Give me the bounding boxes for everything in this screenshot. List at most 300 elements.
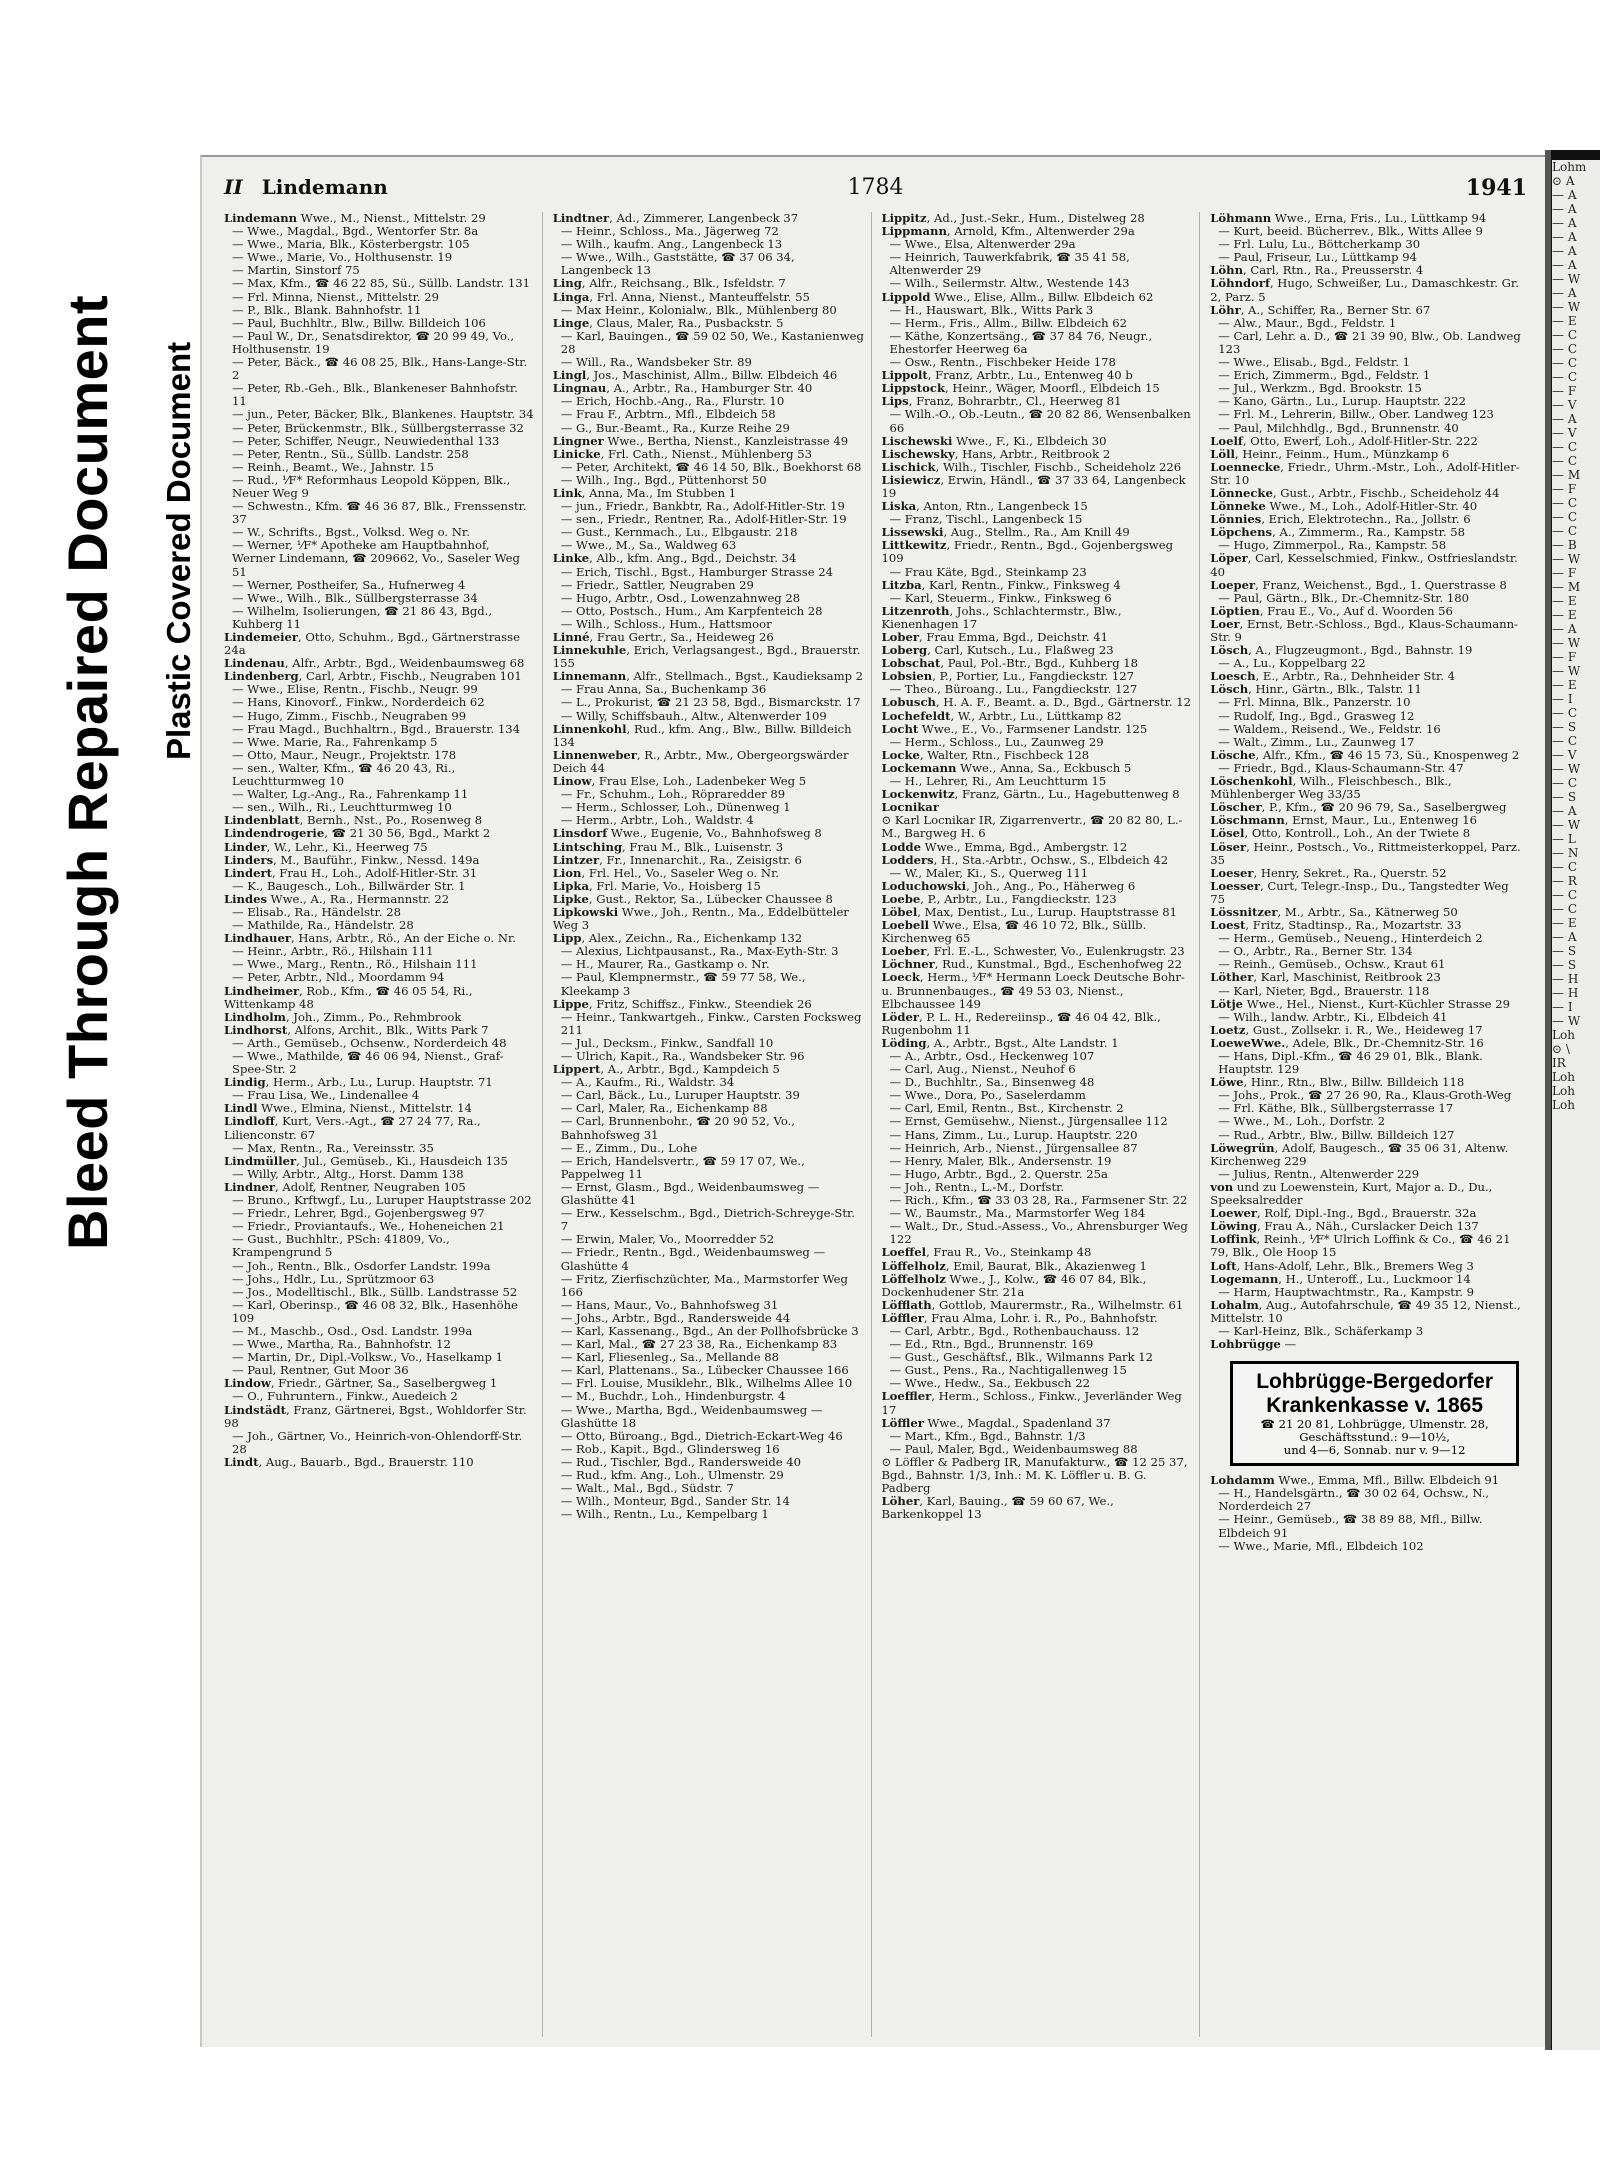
- directory-entry: — W., Schrifts., Bgst., Volksd. Weg o. Nr.: [232, 525, 470, 540]
- directory-entry: — Walt., Zimm., Lu., Zaunweg 17: [1218, 734, 1415, 749]
- directory-entry: — Erich, Handelsvertr., ☎ 59 17 07, We., Pappelweg 11: [560, 1153, 805, 1181]
- directory-entry: Lippold Wwe., Elise, Allm., Billw. Elbdeich 62: [881, 289, 1154, 304]
- directory-entry: Loberg, Carl, Kutsch., Lu., Flaßweg 23: [881, 643, 1114, 658]
- next-page-fragment: — S: [1552, 790, 1577, 804]
- next-page-fragment: — S: [1552, 958, 1577, 972]
- directory-entry: Loeser, Henry, Sekret., Ra., Querstr. 52: [1210, 865, 1447, 880]
- directory-entry: Lipke, Gust., Rektor, Sa., Lübecker Chaussee 8: [552, 891, 833, 906]
- directory-entry: — Wwe., M., Sa., Waldweg 63: [560, 538, 737, 553]
- directory-entry: — Wilh., kaufm. Ang., Langenbeck 13: [560, 237, 783, 252]
- directory-entry: Lippolt, Franz, Arbtr., Lu., Entenweg 40 b: [881, 368, 1133, 383]
- directory-entry: Löschenkohl, Wilh., Fleischbesch., Blk., Mühlenberger Weg 33/35: [1210, 774, 1452, 802]
- directory-entry: Löhmann Wwe., Erna, Fris., Lu., Lüttkamp 94: [1210, 212, 1487, 225]
- directory-entry: Löptien, Frau E., Vo., Auf d. Woorden 56: [1210, 603, 1453, 618]
- directory-entry: Loduchowski, Joh., Ang., Po., Häherweg 6: [881, 878, 1136, 893]
- next-page-fragment: — C: [1552, 776, 1577, 790]
- directory-entry: — sen., Friedr., Rentner, Ra., Adolf-Hitler-Str. 19: [560, 512, 847, 527]
- directory-entry: Linnenweber, R., Arbtr., Mw., Obergeorgswärder Deich 44: [552, 747, 849, 775]
- directory-entry: Loebell Wwe., Elsa, ☎ 46 10 72, Blk., Süllb. Kirchenweg 65: [881, 918, 1147, 946]
- directory-entry: — Erw., Kesselschm., Bgd., Dietrich-Schreyge-Str. 7: [560, 1206, 855, 1234]
- directory-entry: — Rud., Tischler, Bgd., Randersweide 40: [560, 1454, 802, 1469]
- directory-entry: — Alw., Maur., Bgd., Feldstr. 1: [1218, 315, 1397, 330]
- directory-entry: Lindmüller, Jul., Gemüseb., Ki., Hausdeich 135: [224, 1153, 508, 1168]
- directory-entry: — Karl, Mal., ☎ 27 23 38, Ra., Eichenkamp 83: [560, 1337, 838, 1352]
- directory-entry: Lisiewicz, Erwin, Händl., ☎ 37 33 64, Langenbeck 19: [881, 472, 1186, 500]
- directory-entry: Loeffler, Herm., Schloss., Finkw., Jeverländer Weg 17: [881, 1389, 1182, 1417]
- directory-entry: — A., Kaufm., Ri., Waldstr. 34: [560, 1075, 735, 1090]
- directory-entry: Lindloff, Kurt, Vers.-Agt., ☎ 27 24 77, Ra., Lilienconstr. 67: [224, 1114, 481, 1142]
- directory-entry: — Max Heinr., Kolonialw., Blk., Mühlenberg 80: [560, 302, 837, 317]
- adjacent-page-fragment: [1552, 160, 1600, 2050]
- directory-entry: Löschmann, Ernst, Maur., Lu., Entenweg 16: [1210, 813, 1477, 828]
- directory-entry: — Theo., Büroang., Lu., Fangdieckstr. 127: [889, 682, 1138, 697]
- directory-entry: — Gust., Geschäftsf., Blk., Wilmanns Park 12: [889, 1350, 1154, 1365]
- directory-entry: Loesch, E., Arbtr., Ra., Dehnheider Str. 4: [1210, 669, 1455, 684]
- directory-entry: — Otto, Maur., Neugr., Projektstr. 178: [232, 747, 457, 762]
- directory-entry: — Herm., Schloss., Lu., Zaunweg 29: [889, 734, 1104, 749]
- directory-entry: Loft, Hans-Adolf, Lehr., Blk., Bremers Weg 3: [1210, 1258, 1474, 1273]
- directory-entry: — Wwe., Wilh., Blk., Süllbergsterrasse 34: [232, 590, 478, 605]
- directory-entry: — Wwe., Magdal., Bgd., Wentorfer Str. 8a: [232, 224, 479, 239]
- directory-entry: — Wilh.-O., Ob.-Leutn., ☎ 20 82 86, Wensenbalken 66: [889, 407, 1191, 435]
- next-page-fragment: — C: [1552, 734, 1577, 748]
- directory-entry: — Joh., Rentn., Blk., Osdorfer Landstr. 199a: [232, 1258, 491, 1273]
- listing-columns: [224, 212, 1529, 2037]
- directory-entry: — Rud., kfm. Ang., Loh., Ulmenstr. 29: [560, 1468, 784, 1482]
- directory-entry: — Friedr., Rentn., Bgd., Weidenbaumsweg — Glashütte 4: [560, 1245, 826, 1273]
- directory-entry: — Jul., Werkzm., Bgd. Brookstr. 15: [1218, 381, 1422, 396]
- directory-entry: Lohbrügge —: [1210, 1337, 1297, 1352]
- next-page-fragment: — M: [1552, 468, 1581, 482]
- next-page-fragment: — C: [1552, 496, 1577, 510]
- next-page-fragment: — C: [1552, 342, 1577, 356]
- next-page-fragment: — C: [1552, 328, 1577, 342]
- directory-entry: — Frau Anna, Sa., Buchenkamp 36: [560, 682, 767, 697]
- directory-entry: Lindow, Friedr., Gärtner, Sa., Saselbergweg 1: [224, 1376, 498, 1391]
- directory-entry: — Rud., ⅟F* Reformhaus Leopold Köppen, Blk., Neuer Weg 9: [232, 472, 511, 500]
- directory-entry: — Schwestn., Kfm. ☎ 46 36 87, Blk., Frenssenstr. 37: [232, 499, 527, 527]
- next-page-fragment: — I: [1552, 1000, 1573, 1014]
- page-header: [224, 175, 1527, 205]
- next-page-fragment: — C: [1552, 370, 1577, 384]
- next-page-fragment: — A: [1552, 202, 1577, 216]
- directory-entry: Linicke, Frl. Cath., Nienst., Mühlenberg 53: [552, 446, 812, 461]
- directory-entry: — Otto, Postsch., Hum., Am Karpfenteich 28: [560, 603, 823, 618]
- directory-entry: — Paul, Buchhltr., Blw., Billw. Billdeich 106: [232, 315, 486, 330]
- next-page-fragment: — F: [1552, 384, 1577, 398]
- directory-entry: Lipka, Frl. Marie, Vo., Hoisberg 15: [552, 878, 761, 893]
- directory-entry: — Wwe., M., Loh., Dorfstr. 2: [1218, 1114, 1386, 1129]
- directory-entry: — Reinh., Beamt., We., Jahnstr. 15: [232, 459, 434, 474]
- directory-entry: — Peter, Architekt, ☎ 46 14 50, Blk., Boekhorst 68: [560, 459, 862, 474]
- next-page-fragment: — W: [1552, 552, 1581, 566]
- directory-entry: — Hugo, Zimmerpol., Ra., Kampstr. 58: [1218, 538, 1447, 553]
- directory-entry: Löffelholz, Emil, Baurat, Blk., Akazienweg 1: [881, 1258, 1147, 1273]
- directory-entry: — L., Prokurist, ☎ 21 23 58, Bgd., Bismarckstr. 17: [560, 695, 861, 710]
- column-4: [1210, 212, 1529, 2037]
- directory-entry: — Waldem., Reisend., We., Feldstr. 16: [1218, 721, 1441, 736]
- directory-entry: — W., Maler, Ki., S., Querweg 111: [889, 865, 1089, 880]
- next-page-fragment: — C: [1552, 888, 1577, 902]
- directory-entry: ⊙ Karl Locnikar IR, Zigarrenvertr., ☎ 20 82 80, L.-M., Bargweg H. 6: [881, 813, 1183, 841]
- directory-entry: Lindendrogerie, ☎ 21 30 56, Bgd., Markt 2: [224, 826, 491, 841]
- next-page-fragment: — L: [1552, 832, 1576, 846]
- directory-entry: Linge, Claus, Maler, Ra., Pusbackstr. 5: [552, 315, 784, 330]
- directory-entry: — Gust., Pens., Ra., Nachtigallenweg 15: [889, 1363, 1127, 1378]
- directory-entry: — Heinr., Tankwartgeh., Finkw., Carsten Focksweg 211: [560, 1009, 862, 1037]
- directory-entry: — Erich, Hochb.-Ang., Ra., Flurstr. 10: [560, 394, 785, 409]
- directory-entry: — Peter, Arbtr., Nld., Moordamm 94: [232, 970, 445, 985]
- directory-entry: Löwe, Hinr., Rtn., Blw., Billw. Billdeich 118: [1210, 1075, 1465, 1090]
- directory-entry: Lockemann Wwe., Anna, Sa., Eckbusch 5: [881, 760, 1132, 775]
- directory-entry: Lobsien, P., Portier, Lu., Fangdieckstr. 127: [881, 669, 1134, 684]
- directory-entry: Löper, Carl, Kesselschmied, Finkw., Ostfrieslandstr. 40: [1210, 551, 1518, 579]
- directory-entry: — Karl, Plattenans., Sa., Lübecker Chaussee 166: [560, 1363, 849, 1378]
- directory-entry: Loest, Fritz, Stadtinsp., Ra., Mozartstr. 33: [1210, 918, 1462, 933]
- directory-entry: Lönnecke, Gust., Arbtr., Fischb., Scheideholz 44: [1210, 485, 1500, 500]
- directory-entry: — sen., Wilh., Ri., Leuchtturmweg 10: [232, 800, 452, 815]
- column-4-entries-after-ad: [1210, 1474, 1523, 1553]
- directory-entry: — Wilhelm, Isolierungen, ☎ 21 86 43, Bgd., Kuhberg 11: [232, 603, 493, 631]
- directory-entry: — Karl, Kassenang., Bgd., An der Pollhofsbrücke 3: [560, 1323, 859, 1338]
- directory-entry: — Karl, Steuerm., Finkw., Finksweg 6: [889, 590, 1112, 605]
- directory-entry: — Heinr., Gemüseb., ☎ 38 89 88, Mfl., Billw. Elbdeich 91: [1218, 1512, 1483, 1540]
- directory-entry: Lippstock, Heinr., Wäger, Moorfl., Elbdeich 15: [881, 381, 1160, 396]
- directory-entry: — Wilh., Seilermstr. Altw., Westende 143: [889, 276, 1130, 291]
- ad-line-1: ☎ 21 20 81, Lohbrügge, Ulmenstr. 28, Geschäftsstund.: 9—10½,: [1260, 1417, 1489, 1445]
- directory-entry: Lippert, A., Arbtr., Bgd., Kampdeich 5: [552, 1062, 780, 1077]
- directory-entry: von und zu Loewenstein, Kurt, Major a. D., Du., Speeksalredder: [1210, 1179, 1493, 1208]
- directory-entry: Lötje Wwe., Hel., Nienst., Kurt-Küchler Strasse 29: [1210, 996, 1510, 1011]
- directory-entry: — Kano, Gärtn., Lu., Lurup. Hauptstr. 222: [1218, 394, 1466, 409]
- directory-entry: — Frl. Louise, Musiklehr., Blk., Wilhelms Allee 10: [560, 1376, 853, 1391]
- next-page-fragment: — R: [1552, 874, 1577, 888]
- next-page-fragment: — V: [1552, 426, 1577, 440]
- stamp-bleed-through: Bleed Through Repaired Document: [56, 294, 119, 1250]
- directory-entry: ⊙ Löffler & Padberg IR, Manufakturw., ☎ 12 25 37, Bgd., Bahnstr. 1/3, Inh.: M. K. Löffler u. B. G. Padberg: [881, 1454, 1188, 1496]
- directory-entry: — Carl, Bäck., Lu., Luruper Hauptstr. 39: [560, 1088, 800, 1103]
- directory-entry: Lockenwitz, Franz, Gärtn., Lu., Hagebuttenweg 8: [881, 787, 1180, 802]
- directory-entry: — Frl. M., Lehrerin, Billw., Ober. Landweg 123: [1218, 407, 1494, 422]
- directory-entry: — Herm., Fris., Allm., Billw. Elbdeich 62: [889, 315, 1128, 330]
- directory-entry: — jun., Peter, Bäcker, Blk., Blankenes. Hauptstr. 34: [232, 407, 534, 422]
- directory-entry: Littkewitz, Friedr., Rentn., Bgd., Gojenbergsweg 109: [881, 538, 1173, 566]
- directory-entry: Lindhauer, Hans, Arbtr., Rö., An der Eiche o. Nr.: [224, 931, 516, 946]
- next-page-fragment: — A: [1552, 622, 1577, 636]
- directory-entry: Linnekuhle, Erich, Verlagsangest., Bgd., Brauerstr. 155: [552, 643, 861, 671]
- directory-entry: Lingner Wwe., Bertha, Nienst., Kanzleistrasse 49: [552, 433, 849, 448]
- next-page-fragment: — E: [1552, 678, 1577, 692]
- next-page-fragment: — W: [1552, 818, 1581, 832]
- next-page-fragment: — F: [1552, 650, 1577, 664]
- next-page-fragment: — C: [1552, 860, 1577, 874]
- directory-entry: Lingl, Jos., Maschinist, Allm., Billw. Elbdeich 46: [552, 368, 838, 383]
- directory-entry: Liska, Anton, Rtn., Langenbeck 15: [881, 499, 1088, 514]
- directory-entry: — Frl. Käthe, Blk., Süllbergsterrasse 17: [1218, 1101, 1454, 1116]
- directory-entry: — Erwin, Maler, Vo., Moorredder 52: [560, 1232, 775, 1247]
- next-page-fragment: — N: [1552, 846, 1579, 860]
- directory-entry: — Peter, Rb.-Geh., Blk., Blankeneser Bahnhofstr. 11: [232, 381, 518, 409]
- directory-entry: — Paul, Milchhdlg., Bgd., Brunnenstr. 40: [1218, 420, 1459, 435]
- next-page-fragment: — C: [1552, 510, 1577, 524]
- directory-entry: — Arth., Gemüseb., Ochsenw., Norderdeich 48: [232, 1035, 507, 1050]
- directory-entry: Lipp, Alex., Zeichn., Ra., Eichenkamp 132: [552, 931, 803, 946]
- next-page-fragment: — W: [1552, 1014, 1581, 1028]
- next-page-fragment: — F: [1552, 566, 1577, 580]
- directory-entry: — Frau Käte, Bgd., Steinkamp 23: [889, 564, 1087, 579]
- directory-entry: — Carl, Brunnenbohr., ☎ 20 90 52, Vo., Bahnhofsweg 31: [560, 1114, 795, 1142]
- directory-entry: — Wilh., Schloss., Hum., Hattsmoor: [560, 616, 772, 631]
- next-page-fragment: ⊙ A: [1552, 174, 1575, 188]
- directory-entry: — Wilh., Monteur, Bgd., Sander Str. 14: [560, 1494, 790, 1509]
- directory-entry: — Peter, Brückenmstr., Blk., Süllbergsterrasse 32: [232, 420, 524, 435]
- directory-entry: — Gust., Kernmach., Lu., Elbgaustr. 218: [560, 525, 798, 540]
- next-page-fragment: — W: [1552, 664, 1581, 678]
- directory-entry: Link, Anna, Ma., Im Stubben 1: [552, 485, 737, 500]
- directory-entry: — Werner, Postheifer, Sa., Hufnerweg 4: [232, 577, 466, 592]
- directory-entry: — Gust., Buchhltr., PSch: 41809, Vo., Krampengrund 5: [232, 1232, 450, 1260]
- archive-stamp: [55, 250, 205, 1250]
- directory-entry: — Wwe., Elise, Rentn., Fischb., Neugr. 99: [232, 682, 478, 697]
- directory-entry: Locht Wwe., E., Vo., Farmsener Landstr. 125: [881, 721, 1148, 736]
- directory-entry: Lindner, Adolf, Rentner, Neugraben 105: [224, 1179, 466, 1194]
- directory-entry: Loeper, Franz, Weichenst., Bgd., 1. Querstrasse 8: [1210, 577, 1507, 592]
- directory-entry: Loebe, P., Arbtr., Lu., Fangdieckstr. 123: [881, 891, 1117, 906]
- directory-entry: — Frau F., Arbtrn., Mfl., Elbdeich 58: [560, 407, 776, 422]
- directory-entry: Lindenau, Alfr., Arbtr., Bgd., Weidenbaumsweg 68: [224, 656, 525, 671]
- directory-entry: Loffink, Reinh., ⅟F* Ulrich Loffink & Co., ☎ 46 21 79, Blk., Ole Hoop 15: [1210, 1232, 1511, 1260]
- next-page-fragment: — W: [1552, 636, 1581, 650]
- directory-entry: Lösche, Alfr., Kfm., ☎ 46 15 73, Sü., Knospenweg 2: [1210, 747, 1520, 762]
- directory-entry: — Rob., Kapit., Bgd., Glindersweg 16: [560, 1441, 780, 1456]
- directory-entry: Lober, Frau Emma, Bgd., Deichstr. 41: [881, 630, 1108, 644]
- directory-entry: — A., Arbtr., Osd., Heckenweg 107: [889, 1049, 1095, 1063]
- directory-entry: Löll, Heinr., Feinm., Hum., Münzkamp 6: [1210, 446, 1450, 461]
- directory-entry: — Karl, Fliesenleg., Sa., Mellande 88: [560, 1350, 780, 1365]
- directory-entry: — Rich., Kfm., ☎ 33 03 28, Ra., Farmsener Str. 22: [889, 1193, 1188, 1208]
- directory-entry: — Wwe., Dora, Po., Saselerdamm: [889, 1088, 1086, 1103]
- directory-entry: Löbel, Max, Dentist., Lu., Lurup. Hauptstrasse 81: [881, 904, 1178, 919]
- section-number: II: [224, 175, 243, 199]
- directory-entry: Loelf, Otto, Ewerf, Loh., Adolf-Hitler-Str. 222: [1210, 433, 1478, 448]
- directory-entry: Locnikar: [881, 800, 939, 815]
- directory-entry: — Wwe., Marie, Mfl., Elbdeich 102: [1218, 1538, 1424, 1553]
- directory-entry: Loeck, Herm., ⅟F* Hermann Loeck Deutsche Bohr- u. Brunnenbauges., ☎ 49 53 03, Nienst., Elbchaussee 149: [881, 970, 1185, 1011]
- directory-entry: Lindtner, Ad., Zimmerer, Langenbeck 37: [552, 212, 799, 225]
- directory-entry: — Friedr., Lehrer, Bgd., Gojenbergsweg 97: [232, 1206, 485, 1221]
- directory-entry: — Walter, Lg.-Ang., Ra., Fahrenkamp 11: [232, 787, 469, 802]
- directory-entry: — O., Arbtr., Ra., Berner Str. 134: [1218, 944, 1413, 959]
- directory-entry: — Frl. Lulu, Lu., Böttcherkamp 30: [1218, 237, 1421, 252]
- directory-entry: Linnenkohl, Rud., kfm. Ang., Blw., Billw. Billdeich 134: [552, 721, 852, 749]
- directory-entry: — D., Buchhltr., Sa., Binsenweg 48: [889, 1075, 1095, 1090]
- directory-entry: — Max, Rentn., Ra., Vereinsstr. 35: [232, 1140, 434, 1155]
- directory-entry: — Reinh., Gemüseb., Ochsw., Kraut 61: [1218, 957, 1446, 972]
- directory-entry: — Heinr., Schloss., Ma., Jägerweg 72: [560, 224, 779, 239]
- ad-title-2: Krankenkasse v. 1865: [1266, 1394, 1484, 1418]
- directory-entry: — Osw., Rentn., Fischbeker Heide 178: [889, 355, 1116, 370]
- directory-entry: Loer, Ernst, Betr.-Schloss., Bgd., Klaus-Schaumann-Str. 9: [1210, 616, 1518, 644]
- directory-entry: Lönnies, Erich, Elektrotechn., Ra., Jollstr. 6: [1210, 512, 1471, 527]
- directory-entry: Lodde Wwe., Emma, Bgd., Ambergstr. 12: [881, 839, 1128, 854]
- directory-entry: Löffelholz Wwe., J., Kolw., ☎ 46 07 84, Blk., Dockenhudener Str. 21a: [881, 1271, 1147, 1299]
- next-page-fragment: — E: [1552, 314, 1577, 328]
- directory-entry: Löder, P. L. H., Redereiinsp., ☎ 46 04 42, Blk., Rugenbohm 11: [881, 1009, 1161, 1037]
- directory-entry: — Hugo, Arbtr., Osd., Lowenzahnweg 28: [560, 590, 801, 605]
- directory-entry: — Käthe, Konzertsäng., ☎ 37 84 76, Neugr., Ehestorfer Heerweg 6a: [889, 328, 1153, 356]
- next-page-fragment: — E: [1552, 594, 1577, 608]
- next-page-fragment: — A: [1552, 216, 1577, 230]
- directory-entry: — Erich, Zimmerm., Bgd., Feldstr. 1: [1218, 368, 1431, 383]
- directory-entry: Lintzer, Fr., Innenarchit., Ra., Zeisigstr. 6: [552, 852, 802, 867]
- directory-entry: — Hans, Kinovorf., Finkw., Norderdeich 62: [232, 695, 485, 710]
- page-number: 1784: [847, 175, 904, 200]
- directory-entry: — Wwe. Marie, Ra., Fahrenkamp 5: [232, 734, 438, 749]
- directory-entry: Locke, Walter, Rtn., Fischbeck 128: [881, 747, 1090, 762]
- directory-entry: — Martin, Sinstorf 75: [232, 263, 360, 278]
- directory-entry: — Mathilde, Ra., Händelstr. 28: [232, 918, 414, 933]
- directory-entry: — Wilh., landw. Arbtr., Ki., Elbdeich 41: [1218, 1009, 1448, 1024]
- next-page-fragment: — A: [1552, 258, 1577, 272]
- directory-entry: Löscher, P., Kfm., ☎ 20 96 79, Sa., Saselbergweg: [1210, 800, 1507, 815]
- directory-entry: Linder, W., Lehr., Ki., Heerweg 75: [224, 839, 428, 854]
- directory-entry: — G., Bur.-Beamt., Ra., Kurze Reihe 29: [560, 420, 790, 435]
- directory-entry: Lösel, Otto, Kontroll., Loh., An der Twiete 8: [1210, 826, 1471, 841]
- next-page-fragment: — C: [1552, 524, 1577, 538]
- directory-entry: — Franz, Tischl., Langenbeck 15: [889, 512, 1083, 527]
- directory-entry: — Wwe., Martha, Bgd., Weidenbaumsweg — Glashütte 18: [560, 1402, 823, 1430]
- directory-entry: Loennecke, Friedr., Uhrm.-Mstr., Loh., Adolf-Hitler-Str. 10: [1210, 459, 1520, 487]
- directory-entry: — Karl-Heinz, Blk., Schäferkamp 3: [1218, 1323, 1424, 1338]
- directory-entry: — H., Handelsgärtn., ☎ 30 02 64, Ochsw., N., Norderdeich 27: [1218, 1486, 1490, 1514]
- directory-entry: — Paul, Rentner, Gut Moor 36: [232, 1363, 409, 1378]
- directory-entry: Lippmann, Arnold, Kfm., Altenwerder 29a: [881, 224, 1135, 239]
- directory-page: [200, 155, 1547, 2047]
- directory-entry: LoeweWwe., Adele, Blk., Dr.-Chemnitz-Str. 16: [1210, 1035, 1484, 1050]
- directory-entry: — Werner, ⅟F* Apotheke am Hauptbahnhof, Werner Lindemann, ☎ 209662, Vo., Saseler Weg 51: [232, 538, 520, 579]
- directory-entry: Lips, Franz, Bohrarbtr., Cl., Heerweg 81: [881, 394, 1122, 409]
- directory-entry: Lobusch, H. A. F., Beamt. a. D., Bgd., Gärtnerstr. 12: [881, 695, 1192, 710]
- next-page-fragment: — A: [1552, 930, 1577, 944]
- directory-entry: Linné, Frau Gertr., Sa., Heideweg 26: [552, 630, 774, 644]
- directory-entry: Löhr, A., Schiffer, Ra., Berner Str. 67: [1210, 302, 1431, 317]
- next-page-fragment: — A: [1552, 286, 1577, 300]
- directory-entry: Lindt, Aug., Bauarb., Bgd., Brauerstr. 110: [224, 1454, 474, 1469]
- next-page-fragment: — W: [1552, 762, 1581, 776]
- directory-entry: — H., Lehrer, Ri., Am Leuchtturm 15: [889, 774, 1107, 789]
- directory-entry: — Frau Magd., Buchhaltrn., Bgd., Brauerstr. 134: [232, 721, 521, 736]
- directory-entry: — M., Buchdr., Loh., Hindenburgstr. 4: [560, 1389, 786, 1404]
- directory-entry: — Rud., Arbtr., Blw., Billw. Billdeich 127: [1218, 1127, 1455, 1142]
- directory-entry: Lösch, A., Flugzeugmont., Bgd., Bahnstr. 19: [1210, 643, 1473, 658]
- directory-entry: Lipkowski Wwe., Joh., Rentn., Ma., Eddelbütteler Weg 3: [552, 904, 849, 933]
- directory-entry: — Carl, Aug., Nienst., Neuhof 6: [889, 1062, 1076, 1077]
- next-page-fragment: — S: [1552, 944, 1577, 958]
- next-page-fragment: — A: [1552, 230, 1577, 244]
- directory-entry: — Wilh., Ing., Bgd., Püttenhorst 50: [560, 472, 767, 487]
- directory-entry: — Mart., Kfm., Bgd., Bahnstr. 1/3: [889, 1428, 1086, 1443]
- directory-entry: Lochefeldt, W., Arbtr., Lu., Lüttkamp 82: [881, 708, 1122, 723]
- directory-entry: — Wwe., Martha, Ra., Bahnhofstr. 12: [232, 1337, 451, 1352]
- column-2: [553, 212, 872, 2037]
- directory-entry: — Willy, Arbtr., Altg., Horst. Damm 138: [232, 1166, 464, 1181]
- directory-entry: — Kurt, beeid. Bücherrev., Blk., Witts Allee 9: [1218, 224, 1483, 239]
- directory-entry: — Alexius, Lichtpausanst., Ra., Max-Eyth-Str. 3: [560, 944, 839, 959]
- next-page-fragment: — A: [1552, 188, 1577, 202]
- directory-entry: — Frl. Minna, Blk., Panzerstr. 10: [1218, 695, 1411, 710]
- directory-entry: Lippitz, Ad., Just.-Sekr., Hum., Distelweg 28: [881, 212, 1145, 225]
- next-page-fragment: — H: [1552, 972, 1579, 986]
- directory-entry: — A., Lu., Koppelbarg 22: [1218, 656, 1366, 671]
- next-page-fragment: Lohm: [1552, 160, 1587, 174]
- directory-entry: — Wwe., Marie, Vo., Holthusenstr. 19: [232, 250, 453, 265]
- directory-entry: — E., Zimm., Du., Lohe: [560, 1140, 698, 1155]
- directory-entry: — Erich, Tischl., Bgst., Hamburger Strasse 24: [560, 564, 834, 579]
- directory-entry: — H., Hauswart, Blk., Witts Park 3: [889, 302, 1094, 317]
- next-page-fragment: — W: [1552, 272, 1581, 286]
- directory-entry: Löser, Heinr., Postsch., Vo., Rittmeisterkoppel, Parz. 35: [1210, 839, 1521, 867]
- directory-entry: — Johs., Hdlr., Lu., Sprützmoor 63: [232, 1271, 435, 1286]
- directory-entry: Lindig, Herm., Arb., Lu., Lurup. Hauptstr. 71: [224, 1075, 493, 1090]
- directory-entry: Linow, Frau Else, Loh., Ladenbeker Weg 5: [552, 774, 807, 789]
- directory-entry: Lippe, Fritz, Schiffsz., Finkw., Steendiek 26: [552, 996, 812, 1011]
- next-page-fragment: — C: [1552, 440, 1577, 454]
- next-page-fragment: — E: [1552, 608, 1577, 622]
- directory-entry: Lössnitzer, M., Arbtr., Sa., Kätnerweg 50: [1210, 904, 1458, 919]
- next-page-fragment: — M: [1552, 580, 1581, 594]
- next-page-fragment: — H: [1552, 986, 1579, 1000]
- directory-entry: Lindl Wwe., Elmina, Nienst., Mittelstr. 14: [224, 1101, 472, 1116]
- directory-entry: — Wwe., Mathilde, ☎ 46 06 94, Nienst., Graf-Spee-Str. 2: [232, 1049, 504, 1077]
- directory-entry: Lindemeier, Otto, Schuhm., Bgd., Gärtnerstrasse 24a: [224, 630, 520, 658]
- next-page-fragment: — F: [1552, 482, 1577, 496]
- directory-entry: Lingnau, A., Arbtr., Ra., Hamburger Str. 40: [552, 381, 813, 396]
- ad-line-2: und 4—6, Sonnab. nur v. 9—12: [1283, 1443, 1466, 1458]
- directory-entry: — Paul, Maler, Bgd., Weidenbaumsweg 88: [889, 1441, 1138, 1456]
- directory-entry: Litzenroth, Johs., Schlachtermstr., Blw., Kienenhagen 17: [881, 603, 1122, 631]
- directory-entry: — jun., Friedr., Bankbtr, Ra., Adolf-Hitler-Str. 19: [560, 499, 845, 514]
- directory-entry: Löpchens, A., Zimmerm., Ra., Kampstr. 58: [1210, 525, 1466, 540]
- running-name: Lindemann: [261, 175, 388, 199]
- directory-entry: Lindert, Frau H., Loh., Adolf-Hitler-Str. 31: [224, 865, 478, 880]
- directory-entry: Linga, Frl. Anna, Nienst., Manteuffelstr. 55: [552, 289, 810, 304]
- directory-entry: Löwing, Frau A., Näh., Curslacker Deich 137: [1210, 1219, 1479, 1234]
- directory-entry: — Jos., Modelltischl., Blk., Süllb. Landstrasse 52: [232, 1284, 518, 1299]
- directory-entry: Löfflath, Gottlob, Maurermstr., Ra., Wilhelmstr. 61: [881, 1297, 1184, 1312]
- directory-entry: Loeffel, Frau R., Vo., Steinkamp 48: [881, 1245, 1092, 1260]
- next-page-fragment: — C: [1552, 454, 1577, 468]
- directory-entry: — Hans, Dipl.-Kfm., ☎ 46 29 01, Blk., Blank. Hauptstr. 129: [1218, 1049, 1483, 1077]
- next-page-fragment: — C: [1552, 902, 1577, 916]
- directory-entry: — Ernst, Glasm., Bgd., Weidenbaumsweg — Glashütte 41: [560, 1179, 820, 1208]
- directory-entry: Lion, Frl. Hel., Vo., Saseler Weg o. Nr.: [552, 865, 780, 880]
- directory-entry: Lösch, Hinr., Gärtn., Blk., Talstr. 11: [1210, 682, 1422, 697]
- directory-entry: — Karl, Bauingen., ☎ 59 02 50, We., Kastanienweg 28: [560, 328, 864, 356]
- directory-entry: — Wwe., Marg., Rentn., Rö., Hilshain 111: [232, 957, 478, 972]
- directory-entry: Lindes Wwe., A., Ra., Hermannstr. 22: [224, 891, 450, 906]
- directory-entry: — Wwe., Wilh., Gaststätte, ☎ 37 06 34, Langenbeck 13: [560, 250, 795, 278]
- directory-entry: Löffler Wwe., Magdal., Spadenland 37: [881, 1415, 1111, 1430]
- next-page-fragment: — B: [1552, 538, 1577, 552]
- year: 1941: [1465, 175, 1527, 201]
- directory-entry: — O., Fuhruntern., Finkw., Auedeich 2: [232, 1389, 458, 1404]
- directory-entry: Lischick, Wilh., Tischler, Fischb., Scheideholz 226: [881, 459, 1182, 474]
- directory-entry: Lischewski Wwe., F., Ki., Elbdeich 30: [881, 433, 1107, 448]
- directory-entry: — Johs., Prok., ☎ 27 26 90, Ra., Klaus-Groth-Weg: [1218, 1088, 1512, 1103]
- directory-entry: Loewer, Rolf, Dipl.-Ing., Bgd., Brauerstr. 32a: [1210, 1206, 1477, 1221]
- directory-entry: — Paul, Gärtn., Blk., Dr.-Chemnitz-Str. 180: [1218, 590, 1470, 605]
- directory-entry: Ling, Alfr., Reichsang., Blk., Isfeldstr. 7: [552, 276, 786, 291]
